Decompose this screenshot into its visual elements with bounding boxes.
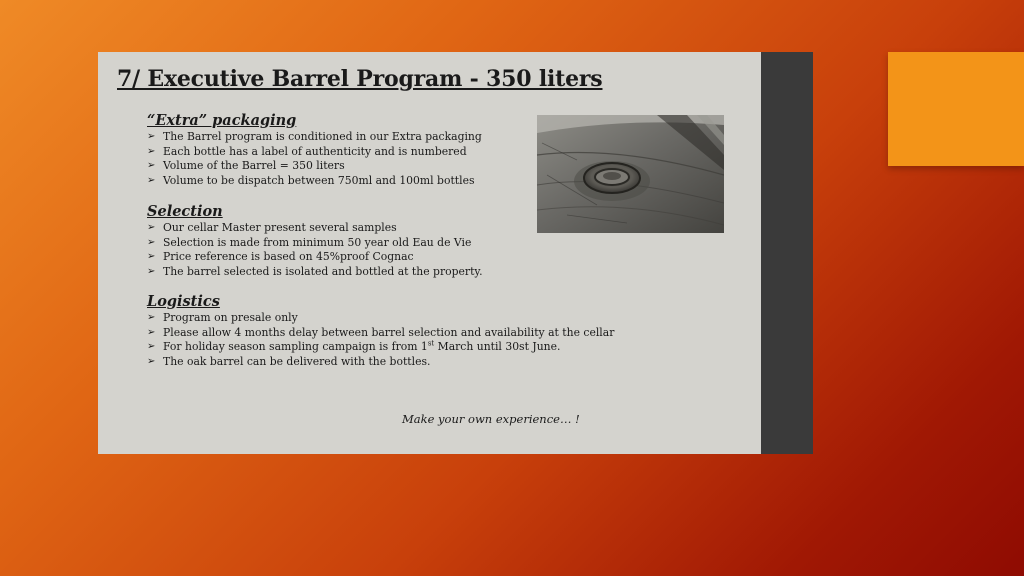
slide-title: 7/ Executive Barrel Program - 350 liters [117,66,603,92]
list-item: ➢ For holiday season sampling campaign is from 1st March until 30st June. [147,339,561,353]
list-item: ➢ Each bottle has a label of authenticity and is numbered [147,144,467,158]
arrow-bullet-icon: ➢ [147,160,156,171]
bullet-list [147,311,617,369]
list-item: ➢ The barrel selected is isolated and bottled at the property. [147,264,483,278]
barrel-photo [537,115,724,233]
list-item: ➢ Price reference is based on 45%proof Cognac [147,250,414,263]
barrel-bung-icon [537,115,724,233]
list-item: ➢ Please allow 4 months delay between barrel selection and availability at the cellar [147,325,615,339]
arrow-bullet-icon: ➢ [147,265,156,277]
section-heading: Selection [147,203,223,220]
list-item: ➢ The Barrel program is conditioned in our Extra packaging [147,130,482,143]
arrow-bullet-icon: ➢ [147,326,156,338]
arrow-bullet-icon: ➢ [147,131,156,142]
slide-side-bar [761,52,813,454]
list-item: ➢ Volume to be dispatch between 750ml and 100ml bottles [147,173,475,187]
arrow-bullet-icon: ➢ [147,341,156,352]
arrow-bullet-icon: ➢ [147,251,156,262]
list-item: ➢ Volume of the Barrel = 350 liters [147,159,345,172]
arrow-bullet-icon: ➢ [147,355,156,367]
arrow-bullet-icon: ➢ [147,312,156,323]
section-heading: Logistics [147,293,220,310]
slide-tagline: Make your own experience… ! [402,412,580,426]
list-item: ➢ Our cellar Master present several samples [147,221,397,234]
list-item: ➢ Selection is made from minimum 50 year old Eau de Vie [147,235,472,249]
section-logistics [147,293,617,369]
arrow-bullet-icon: ➢ [147,222,156,233]
accent-square [888,52,1024,166]
list-item: ➢ Program on presale only [147,311,298,324]
arrow-bullet-icon: ➢ [147,174,156,186]
list-item: ➢ The oak barrel can be delivered with the bottles. [147,354,431,368]
slide-card [98,52,761,454]
arrow-bullet-icon: ➢ [147,145,156,157]
arrow-bullet-icon: ➢ [147,236,156,248]
section-heading: “Extra” packaging [147,112,297,129]
